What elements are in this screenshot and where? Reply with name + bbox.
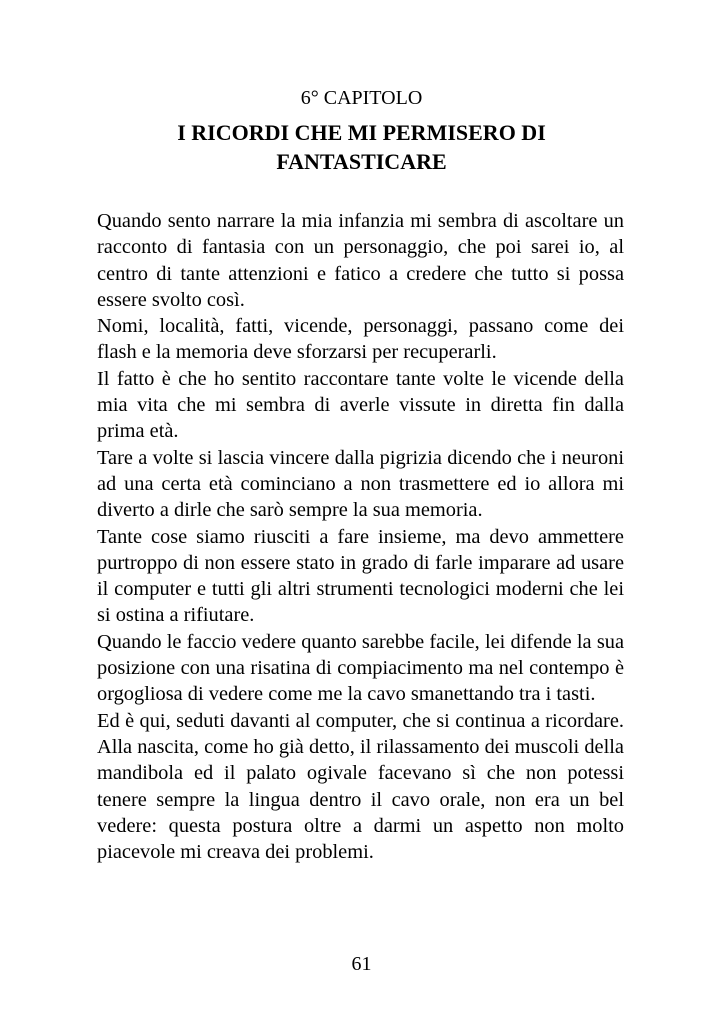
paragraph: Tare a volte si lascia vincere dalla pigrizia dicendo che i neuroni ad una certa età cominciano a non trasmettere ed io allora mi diverto a dirle che sarò sempre la sua memoria. <box>97 446 624 522</box>
paragraph: Nomi, località, fatti, vicende, personaggi, passano come dei flash e la memoria deve sforzarsi per recuperarli. <box>97 315 624 364</box>
chapter-label: 6° CAPITOLO <box>300 87 423 109</box>
page-number: 61 <box>351 953 372 975</box>
paragraph: Il fatto è che ho sentito raccontare tante volte le vicende della mia vita che mi sembra di averle vissute in diretta fin dalla prima età. <box>97 367 624 443</box>
paragraph: Quando sento narrare la mia infanzia mi sembra di ascoltare un racconto di fantasia con un personaggio, che poi sarei io, al centro di tante attenzioni e fatico a credere che tutto si possa essere svolto così. <box>97 210 624 311</box>
chapter-title: I RICORDI CHE MI PERMISERO DI FANTASTICARE <box>177 120 546 174</box>
paragraph: Quando le faccio vedere quanto sarebbe facile, lei difende la sua posizione con una risatina di compiacimento ma nel contempo è orgogliosa di vedere come me la cavo smanettando tra i tasti. <box>97 630 624 706</box>
paragraph: Ed è qui, seduti davanti al computer, che si continua a ricordare. Alla nascita, come ho già detto, il rilassamento dei muscoli della mandibola ed il palato ogivale facevano sì che non potessi tenere sempre la lingua dentro il cavo orale, non era un bel vedere: questa postura oltre a darmi un aspetto non molto piacevole mi creava dei problemi. <box>97 709 624 864</box>
body-text <box>97 208 624 865</box>
paragraph: Tante cose siamo riusciti a fare insieme, ma devo ammettere purtroppo di non essere stato in grado di farle imparare ad usare il computer e tutti gli altri strumenti tecnologici moderni che lei si ostina a rifiutare. <box>97 525 624 627</box>
